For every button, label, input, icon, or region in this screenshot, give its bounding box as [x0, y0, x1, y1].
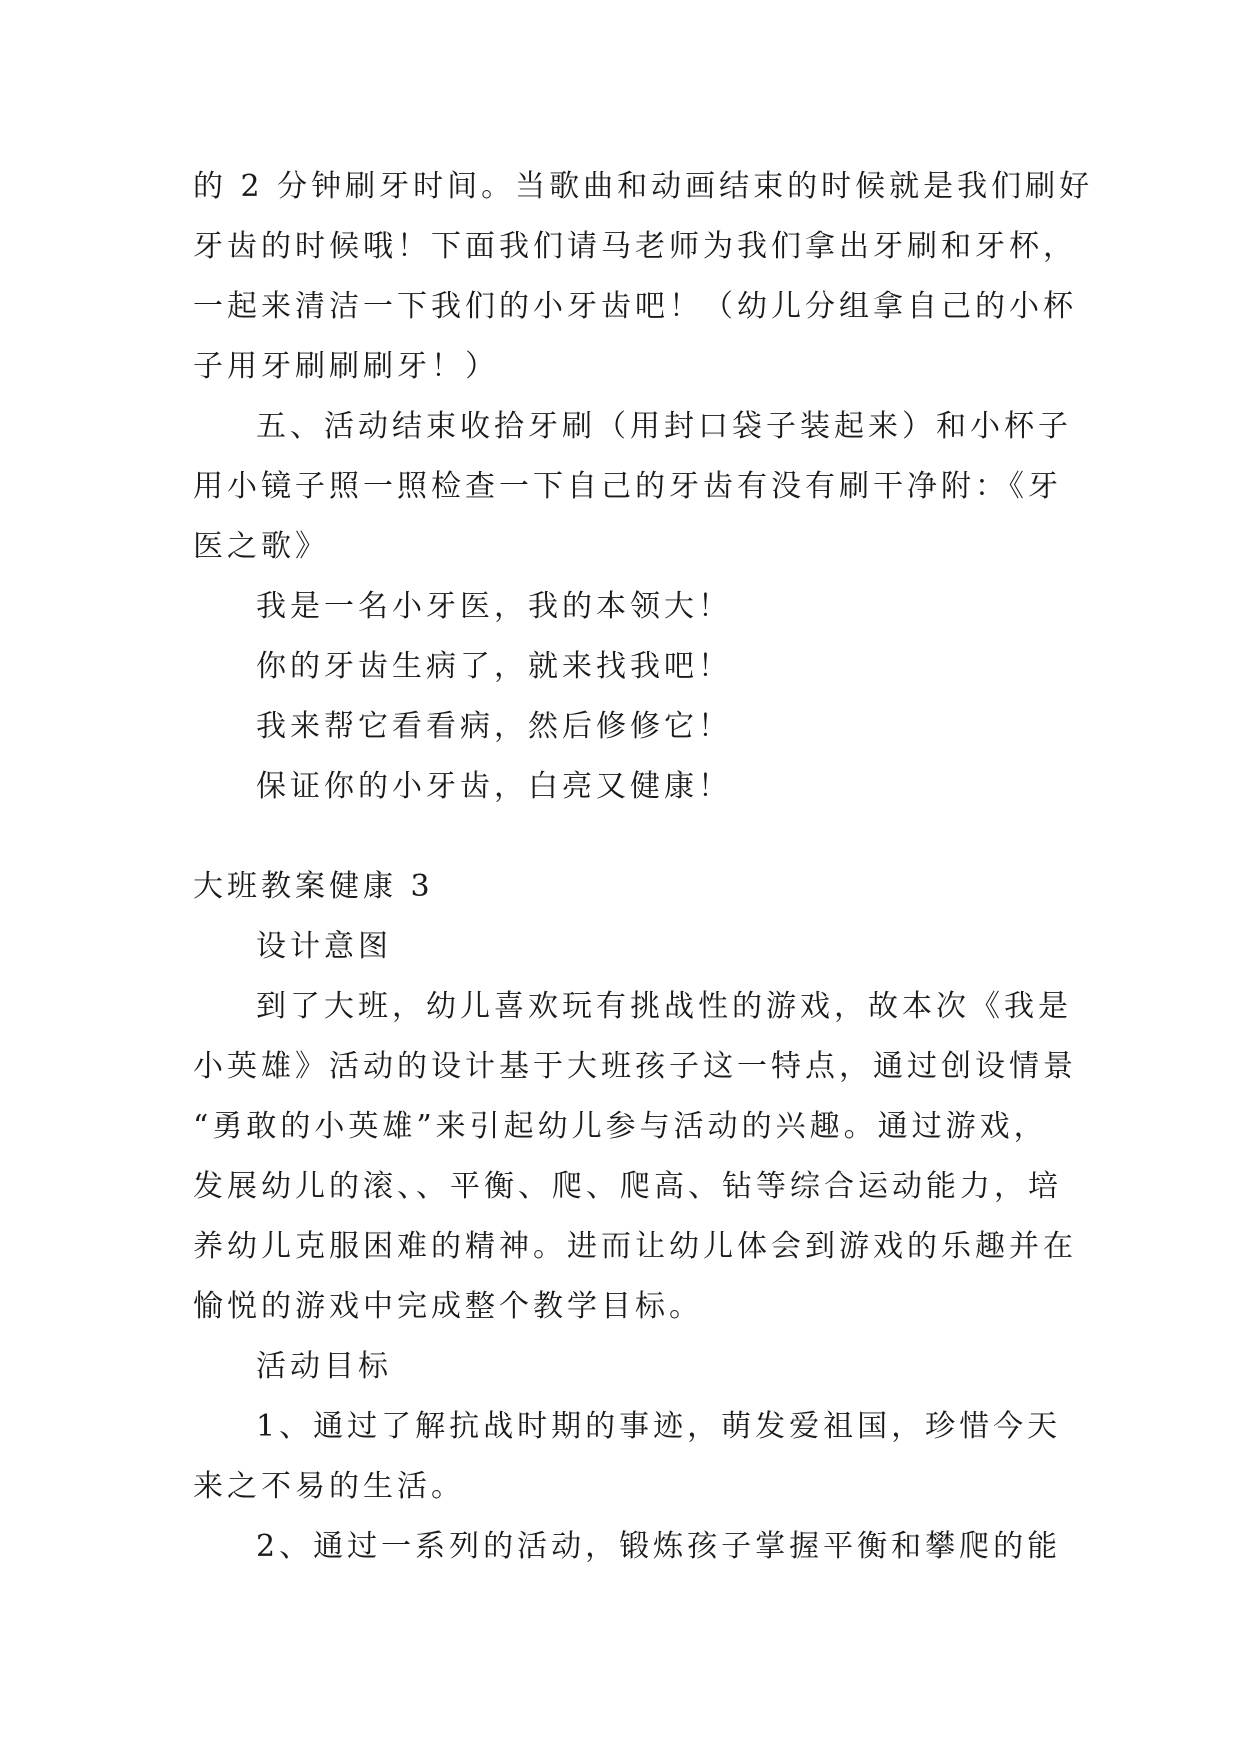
paragraph-line: 用小镜子照一照检查一下自己的牙齿有没有刷干净附：《牙	[193, 469, 1062, 504]
list-item: 1、通过了解抗战时期的事迹，萌发爱祖国，珍惜今天	[256, 1409, 1062, 1444]
list-item: 2、通过一系列的活动，锻炼孩子掌握平衡和攀爬的能	[256, 1529, 1062, 1564]
song-line: 我是一名小牙医，我的本领大！	[256, 589, 732, 624]
list-item-continuation: 来之不易的生活。	[193, 1469, 465, 1504]
paragraph-line: 一起来清洁一下我们的小牙齿吧！（幼儿分组拿自己的小杯	[193, 289, 1077, 324]
paragraph-line: 的 2 分钟刷牙时间。当歌曲和动画结束的时候就是我们刷好	[193, 169, 1094, 204]
paragraph-line: 到了大班，幼儿喜欢玩有挑战性的游戏，故本次《我是	[256, 989, 1072, 1024]
paragraph-line: 小英雄》活动的设计基于大班孩子这一特点，通过创设情景	[193, 1049, 1077, 1084]
section-heading: 设计意图	[256, 929, 392, 964]
paragraph-line: 愉悦的游戏中完成整个教学目标。	[193, 1289, 703, 1324]
song-line: 我来帮它看看病，然后修修它！	[256, 709, 732, 744]
paragraph-line: 牙齿的时候哦！下面我们请马老师为我们拿出牙刷和牙杯，	[193, 229, 1077, 264]
paragraph-line: 发展幼儿的滚、、平衡、爬、爬高、钻等综合运动能力，培	[193, 1169, 1062, 1204]
paragraph-line: 五、活动结束收拾牙刷（用封口袋子装起来）和小杯子	[256, 409, 1072, 444]
paragraph-line: 子用牙刷刷刷牙！）	[193, 349, 499, 384]
paragraph-line: 医之歌》	[193, 529, 329, 564]
song-line: 保证你的小牙齿，白亮又健康！	[256, 769, 732, 804]
section-heading: 活动目标	[256, 1349, 392, 1384]
paragraph-line: “勇敢的小英雄”来引起幼儿参与活动的兴趣。通过游戏，	[193, 1109, 1048, 1144]
paragraph-line: 养幼儿克服困难的精神。进而让幼儿体会到游戏的乐趣并在	[193, 1229, 1077, 1264]
section-title: 大班教案健康 3	[193, 869, 434, 904]
song-line: 你的牙齿生病了，就来找我吧！	[256, 649, 732, 684]
